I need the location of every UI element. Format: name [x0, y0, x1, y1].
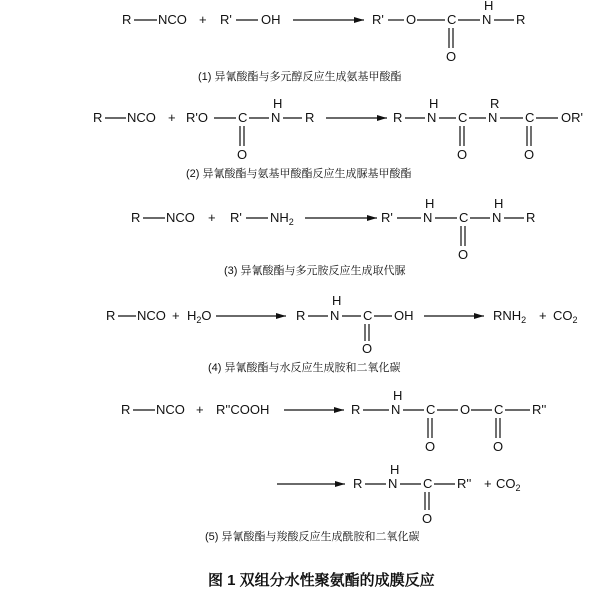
- plus-sign: +: [484, 476, 492, 491]
- r2-product-n1-h: H: [429, 96, 439, 111]
- r1-reactant2-group: OH: [261, 12, 281, 27]
- r5-product-right: R'': [457, 476, 472, 491]
- r1-caption: (1) 异氰酸酯与多元醇反应生成氨基甲酸酯: [198, 71, 402, 83]
- r2-product-n2-r: R: [490, 96, 500, 111]
- r4-reactant1-r: R: [106, 308, 116, 323]
- r2-product-dbl-o2: O: [524, 147, 535, 162]
- r4-intermediate-n: N: [330, 308, 340, 323]
- r1-reactant2-r: R': [220, 12, 232, 27]
- r3-product-n2-h: H: [494, 196, 504, 211]
- r5-intermediate-c2: C: [494, 402, 504, 417]
- r1-reactant1-r: R: [122, 12, 132, 27]
- r5-reactant2: R''COOH: [216, 402, 270, 417]
- r3-product-right: R: [526, 210, 536, 225]
- plus-sign: +: [168, 110, 176, 125]
- r4-reactant2-water: $H_2O$: [187, 308, 212, 325]
- r5-product-c: C: [423, 476, 433, 491]
- r4-product-amine: $RNH_2$: [493, 308, 527, 325]
- reaction-5: [121, 388, 546, 543]
- r5-reactant1-r: R: [121, 402, 131, 417]
- plus-sign: +: [199, 12, 207, 27]
- r4-caption: (4) 异氰酸酯与水反应生成胺和二氧化碳: [208, 362, 401, 374]
- r3-product-n1: N: [423, 210, 433, 225]
- plus-sign: +: [172, 308, 180, 323]
- r3-product-left: R': [381, 210, 393, 225]
- r3-product-n2: N: [492, 210, 502, 225]
- r5-product-dbl-o: O: [422, 511, 433, 526]
- r5-intermediate-o: O: [460, 402, 471, 417]
- r5-reactant1-group: NCO: [156, 402, 185, 417]
- r1-product-right: R: [516, 12, 526, 27]
- plus-sign: +: [208, 210, 216, 225]
- r2-product-dbl-o1: O: [457, 147, 468, 162]
- figure-title: 图 1 双组分水性聚氨酯的成膜反应: [208, 572, 435, 589]
- r5-intermediate-dbl-o1: O: [425, 439, 436, 454]
- plus-sign: +: [196, 402, 204, 417]
- r5-intermediate-dbl-o2: O: [493, 439, 504, 454]
- r1-product-c: C: [447, 12, 457, 27]
- r4-product-co2: $CO_2$: [553, 308, 578, 325]
- reaction-4: [106, 293, 578, 374]
- r5-intermediate-n-h: H: [393, 388, 403, 403]
- plus-sign: +: [539, 308, 547, 323]
- r2-reactant1-r: R: [93, 110, 103, 125]
- r2-product-left: R: [393, 110, 403, 125]
- r3-reactant1-r: R: [131, 210, 141, 225]
- r2-product-right: OR': [561, 110, 583, 125]
- r3-product-dbl-o: O: [458, 247, 469, 262]
- r2-reactant2-right: R: [305, 110, 315, 125]
- r2-reactant2-dbl-o: O: [237, 147, 248, 162]
- r1-product-left: R': [372, 12, 384, 27]
- r2-product-c2: C: [525, 110, 535, 125]
- r4-intermediate-left: R: [296, 308, 306, 323]
- r4-intermediate-dbl-o: O: [362, 341, 373, 356]
- reaction-3: [131, 196, 535, 277]
- r5-product-n-h: H: [390, 462, 400, 477]
- r2-reactant1-group: NCO: [127, 110, 156, 125]
- r2-reactant2-n-h: H: [273, 96, 283, 111]
- r3-product-c: C: [459, 210, 469, 225]
- reaction-1: [122, 0, 525, 83]
- r5-intermediate-c1: C: [426, 402, 436, 417]
- reaction-2: [93, 96, 583, 180]
- r1-product-n: N: [482, 12, 492, 27]
- r2-product-n1: N: [427, 110, 437, 125]
- r3-reactant2-r: R': [230, 210, 242, 225]
- r3-reactant1-group: NCO: [166, 210, 195, 225]
- r5-caption: (5) 异氰酸酯与羧酸反应生成酰胺和二氧化碳: [205, 531, 420, 543]
- r5-intermediate-n: N: [391, 402, 401, 417]
- r4-intermediate-c: C: [363, 308, 373, 323]
- r5-product-co2: $CO_2$: [496, 476, 521, 493]
- r2-caption: (2) 异氰酸酯与氨基甲酸酯反应生成脲基甲酸酯: [186, 168, 412, 180]
- r5-product-n: N: [388, 476, 398, 491]
- r2-reactant2-c: C: [238, 110, 248, 125]
- r5-intermediate-left: R: [351, 402, 361, 417]
- r2-product-c1: C: [458, 110, 468, 125]
- r1-product-dbl-o: O: [446, 49, 457, 64]
- r1-product-o: O: [406, 12, 417, 27]
- r4-intermediate-right: OH: [394, 308, 414, 323]
- r4-intermediate-n-h: H: [332, 293, 342, 308]
- r3-caption: (3) 异氰酸酯与多元胺反应生成取代脲: [224, 265, 406, 277]
- r5-intermediate-right: R'': [532, 402, 547, 417]
- r3-product-n1-h: H: [425, 196, 435, 211]
- r2-reactant2-n: N: [271, 110, 281, 125]
- r1-product-n-h: H: [484, 0, 494, 13]
- r5-product-left: R: [353, 476, 363, 491]
- r3-reactant2-group: $NH_2$: [270, 210, 294, 227]
- r1-reactant1-group: NCO: [158, 12, 187, 27]
- r4-reactant1-group: NCO: [137, 308, 166, 323]
- r2-reactant2-left: R'O: [186, 110, 208, 125]
- r2-product-n2: N: [488, 110, 498, 125]
